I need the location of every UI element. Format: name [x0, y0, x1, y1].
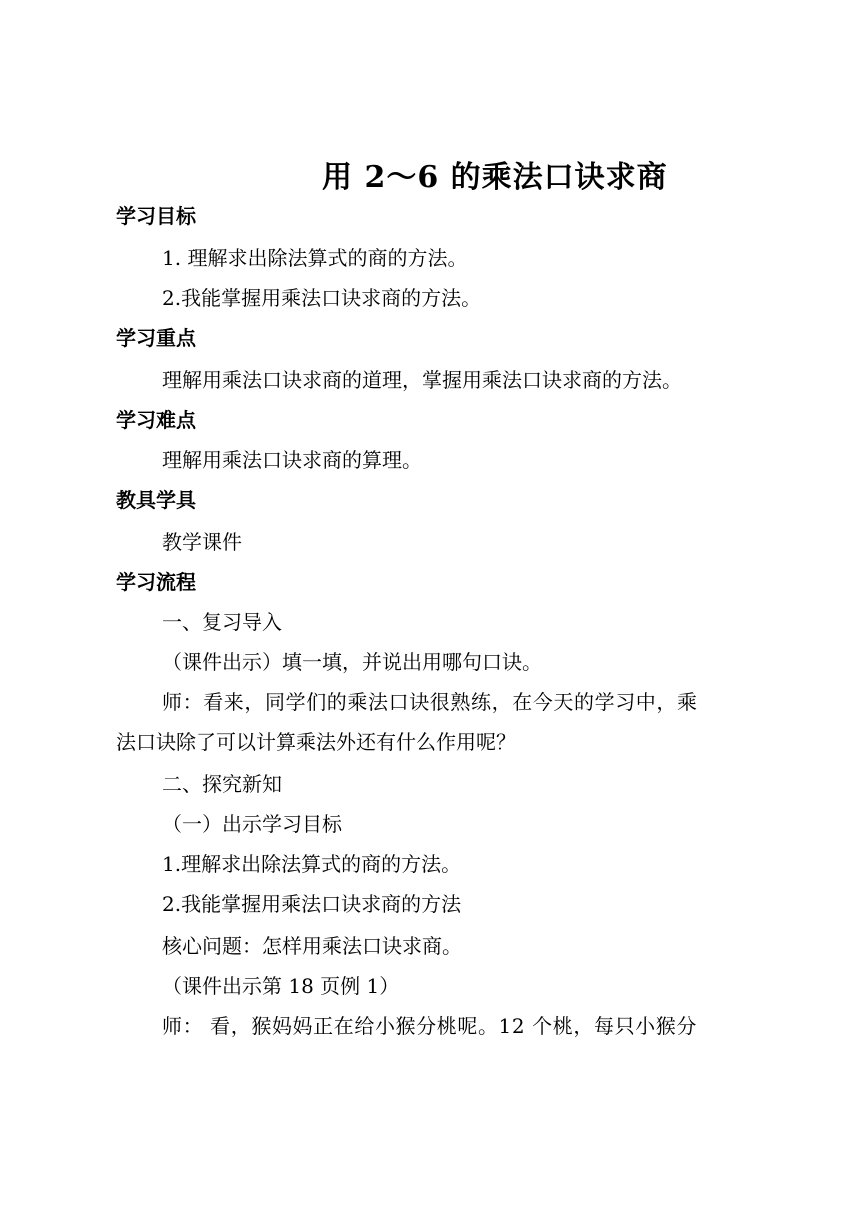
- difficulties-text: 理解用乘法口诀求商的算理。: [162, 448, 422, 472]
- process-step-1: 一、复习导入: [162, 610, 282, 634]
- process-step-1-line-2b: 法口诀除了可以计算乘法外还有什么作用呢？: [116, 730, 516, 754]
- process-step-2-goal-1: 1.理解求出除法算式的商的方法。: [162, 852, 462, 876]
- key-points-text: 理解用乘法口诀求商的道理，掌握用乘法口诀求商的方法。: [162, 368, 682, 392]
- heading-key-points: 学习重点: [116, 326, 196, 350]
- core-question: 核心问题：怎样用乘法口诀求商。: [162, 934, 462, 958]
- goal-item-2: 2.我能掌握用乘法口诀求商的方法。: [162, 286, 482, 310]
- teacher-line: 师： 看，猴妈妈正在给小猴分桃呢。12 个桃，每只小猴分: [162, 1014, 697, 1038]
- heading-difficulties: 学习难点: [116, 408, 196, 432]
- goal-item-1: 1. 理解求出除法算式的商的方法。: [162, 246, 468, 270]
- heading-teaching-tools: 教具学具: [116, 488, 196, 512]
- heading-learning-process: 学习流程: [116, 570, 196, 594]
- process-step-2: 二、探究新知: [162, 772, 282, 796]
- process-step-2-sub-1: （一）出示学习目标: [162, 812, 342, 836]
- example-reference: （课件出示第 18 页例 1）: [162, 974, 400, 998]
- document-title: 用 2～6 的乘法口诀求商: [322, 160, 668, 195]
- process-step-1-line-2a: 师：看来，同学们的乘法口诀很熟练，在今天的学习中，乘: [162, 690, 698, 714]
- heading-learning-goals: 学习目标: [116, 204, 196, 228]
- process-step-2-goal-2: 2.我能掌握用乘法口诀求商的方法: [162, 892, 462, 916]
- process-step-1-line-1: （课件出示）填一填，并说出用哪句口诀。: [162, 650, 542, 674]
- teaching-tools-text: 教学课件: [162, 530, 242, 554]
